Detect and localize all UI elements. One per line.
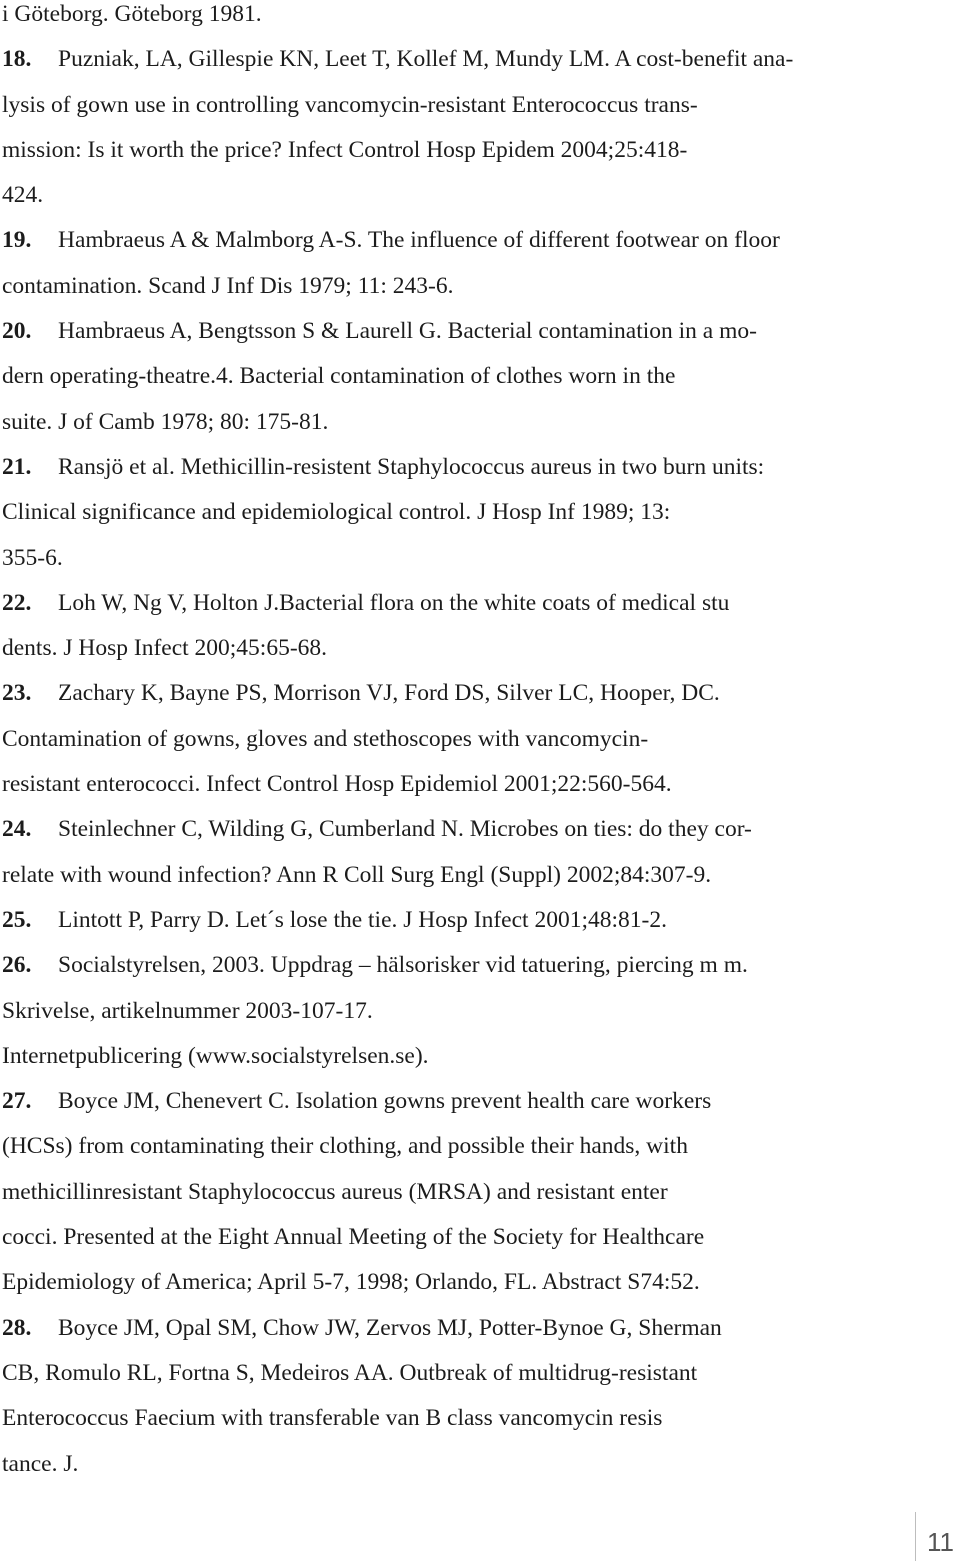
reference-list	[2, 0, 942, 1487]
reference-line	[2, 626, 942, 671]
reference-line	[2, 1170, 942, 1215]
reference-text: Socialstyrelsen, 2003. Uppdrag – hälsorisker vid tatuering, piercing m m.	[58, 952, 748, 979]
reference-text: CB, Romulo RL, Fortna S, Medeiros AA. Outbreak of multidrug-resistant	[2, 1359, 698, 1386]
reference-text: Contamination of gowns, gloves and stethoscopes with vancomycin-	[2, 725, 649, 752]
reference-line	[2, 1442, 942, 1487]
reference-text: 424.	[2, 182, 44, 209]
reference-number: 21.	[2, 453, 32, 480]
reference-text: resistant enterococci. Infect Control Hosp Epidemiol 2001;22:560-564.	[2, 771, 672, 798]
reference-text: lysis of gown use in controlling vancomycin-resistant Enterococcus trans-	[2, 91, 698, 118]
reference-line	[2, 671, 942, 716]
reference-line	[2, 128, 942, 173]
reference-number: 24.	[2, 816, 32, 843]
reference-line	[2, 218, 942, 263]
reference-line	[2, 536, 942, 581]
reference-text: dents. J Hosp Infect 200;45:65-68.	[2, 635, 328, 662]
reference-text: Ransjö et al. Methicillin-resistent Staphylococcus aureus in two burn units:	[58, 453, 765, 480]
reference-text: Hambraeus A & Malmborg A-S. The influence of different footwear on floor	[58, 227, 780, 254]
reference-line	[2, 83, 942, 128]
reference-line	[2, 1034, 942, 1079]
reference-text: relate with wound infection? Ann R Coll Surg Engl (Suppl) 2002;84:307-9.	[2, 861, 712, 888]
reference-text: Internetpublicering (www.socialstyrelsen.se).	[2, 1042, 429, 1069]
reference-number: 28.	[2, 1314, 32, 1341]
reference-number: 25.	[2, 906, 32, 933]
reference-number: 20.	[2, 318, 32, 345]
reference-text: Clinical significance and epidemiological control. J Hosp Inf 1989; 13:	[2, 499, 671, 526]
reference-text: Skrivelse, artikelnummer 2003-107-17.	[2, 997, 373, 1024]
reference-text: 355-6.	[2, 544, 63, 571]
reference-line	[2, 1306, 942, 1351]
reference-text: mission: Is it worth the price? Infect Control Hosp Epidem 2004;25:418-	[2, 136, 688, 163]
reference-text: methicillinresistant Staphylococcus aureus (MRSA) and resistant enter	[2, 1178, 668, 1205]
reference-line	[2, 309, 942, 354]
reference-text: Lintott P, Parry D. Let´s lose the tie. J Hosp Infect 2001;48:81-2.	[58, 906, 667, 933]
page-number-divider	[915, 1512, 916, 1561]
reference-number: 18.	[2, 46, 32, 73]
reference-line	[2, 853, 942, 898]
reference-line	[2, 807, 942, 852]
reference-line	[2, 173, 942, 218]
reference-text: contamination. Scand J Inf Dis 1979; 11: 243-6.	[2, 272, 454, 299]
reference-number: 27.	[2, 1088, 32, 1115]
reference-line	[2, 1396, 942, 1441]
reference-text: Boyce JM, Chenevert C. Isolation gowns prevent health care workers	[58, 1088, 712, 1115]
reference-number: 19.	[2, 227, 32, 254]
reference-text: suite. J of Camb 1978; 80: 175-81.	[2, 408, 329, 435]
reference-text: Loh W, Ng V, Holton J.Bacterial flora on the white coats of medical stu	[58, 589, 730, 616]
reference-text: Hambraeus A, Bengtsson S & Laurell G. Bacterial contamination in a mo-	[58, 318, 757, 345]
reference-text: (HCSs) from contaminating their clothing, and possible their hands, with	[2, 1133, 688, 1160]
reference-line	[2, 0, 942, 37]
reference-line	[2, 1124, 942, 1169]
reference-number: 26.	[2, 952, 32, 979]
reference-line	[2, 354, 942, 399]
reference-text: tance. J.	[2, 1450, 79, 1477]
reference-text: dern operating-theatre.4. Bacterial contamination of clothes worn in the	[2, 363, 676, 390]
reference-line	[2, 400, 942, 445]
reference-text: cocci. Presented at the Eight Annual Meeting of the Society for Healthcare	[2, 1224, 705, 1251]
reference-text: Zachary K, Bayne PS, Morrison VJ, Ford DS, Silver LC, Hooper, DC.	[58, 680, 720, 707]
reference-line	[2, 37, 942, 82]
reference-line	[2, 264, 942, 309]
reference-text: Epidemiology of America; April 5-7, 1998; Orlando, FL. Abstract S74:52.	[2, 1269, 700, 1296]
reference-line	[2, 490, 942, 535]
reference-text: Steinlechner C, Wilding G, Cumberland N. Microbes on ties: do they cor-	[58, 816, 752, 843]
reference-line	[2, 1260, 942, 1305]
reference-line	[2, 1215, 942, 1260]
reference-line	[2, 762, 942, 807]
reference-text: Puzniak, LA, Gillespie KN, Leet T, Kollef M, Mundy LM. A cost-benefit ana-	[58, 46, 794, 73]
reference-line	[2, 989, 942, 1034]
page-number: 11	[927, 1527, 954, 1557]
reference-line	[2, 943, 942, 988]
reference-line	[2, 581, 942, 626]
reference-number: 22.	[2, 589, 32, 616]
reference-number: 23.	[2, 680, 32, 707]
reference-line	[2, 1079, 942, 1124]
reference-text: Boyce JM, Opal SM, Chow JW, Zervos MJ, Potter-Bynoe G, Sherman	[58, 1314, 722, 1341]
reference-line	[2, 1351, 942, 1396]
reference-text: Enterococcus Faecium with transferable van B class vancomycin resis	[2, 1405, 663, 1432]
reference-line	[2, 445, 942, 490]
reference-line	[2, 898, 942, 943]
reference-text: i Göteborg. Göteborg 1981.	[2, 1, 262, 27]
reference-line	[2, 717, 942, 762]
